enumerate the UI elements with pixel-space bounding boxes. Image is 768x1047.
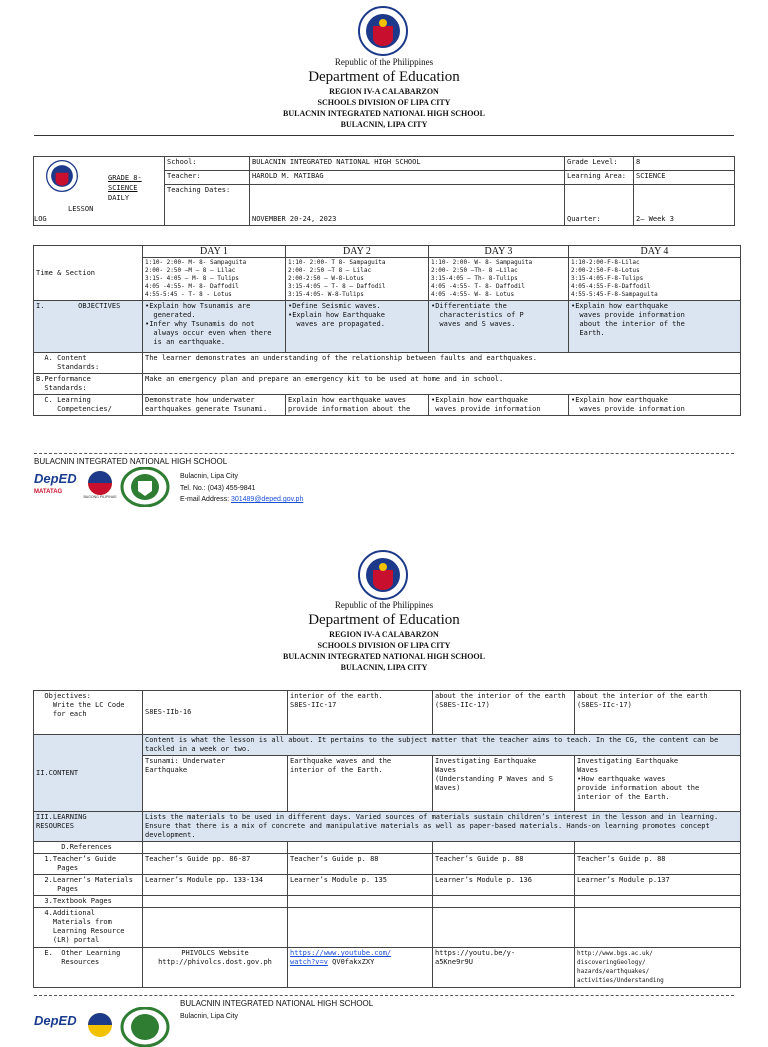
dll-title-cell bbox=[34, 157, 165, 226]
learning-area-label: Learning Area: bbox=[565, 171, 634, 185]
dll-title-daily: DAILY bbox=[108, 194, 130, 202]
quarter-label: Quarter: bbox=[565, 185, 634, 226]
day2-competency: Explain how earthquake waves provide information about the bbox=[286, 395, 429, 416]
content-label: II.CONTENT bbox=[34, 735, 143, 812]
additional-materials-label: 4.Additional Materials from Learning Resource (LR) portal bbox=[34, 908, 143, 948]
letterhead bbox=[0, 57, 768, 130]
day1-other-resource: PHIVOLCS Website http://phivolcs.dost.gov.ph bbox=[143, 948, 288, 988]
region-line-2: REGION IV-A CALABARZON bbox=[329, 630, 439, 639]
day3-learners-module: Learner’s Module p. 136 bbox=[433, 875, 575, 896]
day4-header: DAY 4 bbox=[569, 246, 741, 258]
learning-resources-description: Lists the materials to be used in different days. Varied sources of materials sustain children’s interest in the lesson and in learning. Ensure that there is a mix of concrete and manipulative materials as well as paper-based materials. Hands-on learning promotes concept development. bbox=[143, 812, 741, 842]
school-seal-icon-2 bbox=[120, 1007, 170, 1047]
school-label: School: bbox=[165, 157, 250, 171]
school-seal-icon bbox=[120, 467, 170, 507]
day4-teachers-guide: Teacher’s Guide p. 88 bbox=[575, 854, 741, 875]
teacher-label: Teacher: bbox=[165, 171, 250, 185]
dll-resources-table bbox=[33, 690, 741, 988]
day2-teachers-guide: Teacher’s Guide p. 88 bbox=[288, 854, 433, 875]
performance-standards-label: B.Performance Standards: bbox=[34, 374, 143, 395]
page1-footer bbox=[34, 457, 734, 503]
day2-objectives: •Define Seismic waves. •Explain how Earthquake waves are propagated. bbox=[286, 301, 429, 353]
email-label: E-mail Address: bbox=[180, 496, 231, 503]
letterhead-page2 bbox=[0, 600, 768, 673]
learning-area-value: SCIENCE bbox=[634, 171, 735, 185]
footer-divider-2 bbox=[34, 995, 734, 996]
day1-schedule: 1:10- 2:00- M- 8- Sampaguita 2:00- 2:50 –M – 8 – Lilac 3:15- 4:05 – M- 8 – Tulips 4:05 -4:55- M- 8- Daffodil 4:55-5:45 - T- 8 - Lotus bbox=[143, 258, 286, 301]
republic-line: Republic of the Philippines bbox=[334, 57, 434, 67]
learning-competencies-label: C. Learning Competencies/ bbox=[34, 395, 143, 416]
svg-text:BAGONG PILIPINAS: BAGONG PILIPINAS bbox=[83, 495, 117, 499]
republic-line-2: Republic of the Philippines bbox=[334, 600, 434, 610]
footer2-school-name: BULACNIN INTEGRATED NATIONAL HIGH SCHOOL bbox=[180, 999, 374, 1008]
day2-schedule: 1:10- 2:00- T 8- Sampaguita 2:00- 2:50 –T 8 – Lilac 2:00-2:50 – W-8-Lotus 3:15-4:05 – T- 8 – Daffodil 3:15-4:05- W-8-Tulips bbox=[286, 258, 429, 301]
textbook-pages-label: 3.Textbook Pages bbox=[34, 896, 143, 908]
objectives-label: I. OBJECTIVES bbox=[34, 301, 143, 353]
department-title: Department of Education bbox=[308, 69, 460, 85]
content-standards-value: The learner demonstrates an understanding of the relationship between faults and earthquakes. bbox=[143, 353, 741, 374]
footer-school-name: BULACNIN INTEGRATED NATIONAL HIGH SCHOOL bbox=[34, 457, 228, 466]
school-value: BULACNIN INTEGRATED NATIONAL HIGH SCHOOL bbox=[250, 157, 565, 171]
day3-objectives: •Differentiate the characteristics of P waves and S waves. bbox=[429, 301, 569, 353]
school-line-2: BULACNIN INTEGRATED NATIONAL HIGH SCHOOL bbox=[283, 652, 485, 661]
performance-standards-value: Make an emergency plan and prepare an emergency kit to be used at home and in school. bbox=[143, 374, 741, 395]
teacher-value: HAROLD M. MATIBAG bbox=[250, 171, 565, 185]
day3-topic: Investigating Earthquake Waves (Understanding P Waves and S Waves) bbox=[433, 756, 575, 812]
dll-title-grade: GRADE 8- bbox=[108, 174, 142, 182]
learning-resources-label: III.LEARNING RESOURCES bbox=[34, 812, 143, 842]
dll-title-lesson: LESSON bbox=[68, 205, 94, 213]
day1-teachers-guide: Teacher’s Guide pp. 86-87 bbox=[143, 854, 288, 875]
day1-lc-code: S8ES-IIb-16 bbox=[143, 691, 288, 735]
day3-competency: •Explain how earthquake waves provide information bbox=[429, 395, 569, 416]
teaching-dates-value: NOVEMBER 20-24, 2023 bbox=[250, 185, 565, 226]
day3-header: DAY 3 bbox=[429, 246, 569, 258]
footer2-address: Bulacnin, Lipa City bbox=[180, 1013, 238, 1020]
matatag-logo-text: MATATAG bbox=[34, 489, 63, 495]
deped-seal-small-icon bbox=[46, 160, 78, 192]
day2-lc-code: interior of the earth. S8ES-IIc-17 bbox=[288, 691, 433, 735]
day3-lc-code: about the interior of the earth (S8ES-IIc-17) bbox=[433, 691, 575, 735]
dll-title-log: LOG bbox=[34, 215, 47, 223]
day4-competency: •Explain how earthquake waves provide information bbox=[569, 395, 741, 416]
grade-level-value: 8 bbox=[634, 157, 735, 171]
other-resources-label: E. Other Learning Resources bbox=[34, 948, 143, 988]
day2-header: DAY 2 bbox=[286, 246, 429, 258]
day3-schedule: 1:10- 2:00- W- 8- Sampaguita 2:00- 2:50 –Th- 8 –Lilac 3:15-4:05 – Th- 8-Tulips 4:05 -4:55- T- 8- Daffodil 4:05 -4:55- W- 8- Lotus bbox=[429, 258, 569, 301]
address-line-2: BULACNIN, LIPA CITY bbox=[340, 663, 428, 672]
day2-learners-module: Learner’s Module p. 135 bbox=[288, 875, 433, 896]
day4-learners-module: Learner’s Module p.137 bbox=[575, 875, 741, 896]
bagong-pilipinas-logo-icon bbox=[82, 469, 118, 499]
learners-materials-label: 2.Learner’s Materials Pages bbox=[34, 875, 143, 896]
address-line: BULACNIN, LIPA CITY bbox=[340, 120, 428, 129]
teaching-dates-label: Teaching Dates: bbox=[165, 185, 250, 226]
day4-other-resource: http://www.bgs.ac.uk/ discoveringGeology/ hazards/earthquakes/ activities/Understanding bbox=[575, 948, 741, 988]
footer-telephone: Tel. No.: (043) 455-9841 bbox=[180, 485, 256, 492]
day1-topic: Tsunami: Underwater Earthquake bbox=[143, 756, 288, 812]
division-line: SCHOOLS DIVISION OF LIPA CITY bbox=[317, 98, 451, 107]
dll-schedule-table bbox=[33, 245, 741, 416]
footer-email bbox=[180, 494, 303, 505]
deped-logo-text: DepED bbox=[34, 471, 77, 486]
quarter-value: 2– Week 3 bbox=[634, 185, 735, 226]
school-line: BULACNIN INTEGRATED NATIONAL HIGH SCHOOL bbox=[283, 109, 485, 118]
youtube-link-suffix: QV0fakxZXY bbox=[327, 958, 375, 966]
day2-topic: Earthquake waves and the interior of the Earth. bbox=[288, 756, 433, 812]
day4-schedule: 1:10-2:00-F-8-Lilac 2:00-2:50-F-8-Lotus 3:15-4:05-F-8-Tulips 4:05-4:55-F-8-Daffodil 4:55-5:45-F-8-Sampaguita bbox=[569, 258, 741, 301]
deped-seal-icon-page2 bbox=[358, 550, 408, 600]
day3-other-resource: https://youtu.be/y- a5Kne9r9U bbox=[433, 948, 575, 988]
day1-competency: Demonstrate how underwater earthquakes generate Tsunami. bbox=[143, 395, 286, 416]
day2-other-resource bbox=[288, 948, 433, 988]
deped-seal-icon bbox=[358, 6, 408, 56]
grade-level-label: Grade Level: bbox=[565, 157, 634, 171]
region-line: REGION IV-A CALABARZON bbox=[329, 87, 439, 96]
department-title-2: Department of Education bbox=[308, 612, 460, 628]
day3-teachers-guide: Teacher’s Guide p. 88 bbox=[433, 854, 575, 875]
content-standards-label: A. Content Standards: bbox=[34, 353, 143, 374]
header-divider bbox=[34, 135, 734, 136]
footer-address: Bulacnin, Lipa City bbox=[180, 473, 238, 480]
time-section-label: Time & Section bbox=[34, 246, 143, 301]
email-link[interactable]: 301489@deped.gov.ph bbox=[230, 496, 304, 503]
day1-learners-module: Learner’s Module pp. 133-134 bbox=[143, 875, 288, 896]
teachers-guide-label: 1.Teacher’s Guide Pages bbox=[34, 854, 143, 875]
deped-logo-text-2: DepED bbox=[34, 1013, 77, 1028]
day4-lc-code: about the interior of the earth (S8ES-IIc-17) bbox=[575, 691, 741, 735]
footer-divider bbox=[34, 453, 734, 454]
division-line-2: SCHOOLS DIVISION OF LIPA CITY bbox=[317, 641, 451, 650]
day1-header: DAY 1 bbox=[143, 246, 286, 258]
youtube-link[interactable]: https://www.youtube.com/ watch?v=v bbox=[290, 949, 392, 966]
dll-info-table bbox=[33, 156, 735, 226]
day4-topic: Investigating Earthquake Waves •How earthquake waves provide information about the interior of the Earth. bbox=[575, 756, 741, 812]
day1-objectives: •Explain how Tsunamis are generated. •Infer why Tsunamis do not always occur even when there is an earthquake. bbox=[143, 301, 286, 353]
day4-objectives: •Explain how earthquake waves provide information about the interior of the Earth. bbox=[569, 301, 741, 353]
objectives-lc-label: Objectives: Write the LC Code for each bbox=[34, 691, 143, 735]
references-label: D.References bbox=[34, 842, 143, 854]
bagong-pilipinas-logo-icon-2 bbox=[82, 1011, 118, 1041]
content-description: Content is what the lesson is all about. It pertains to the subject matter that the teacher aims to teach. In the CG, the content can be tackled in a week or two. bbox=[143, 735, 741, 756]
dll-title-subject: SCIENCE bbox=[108, 184, 138, 192]
